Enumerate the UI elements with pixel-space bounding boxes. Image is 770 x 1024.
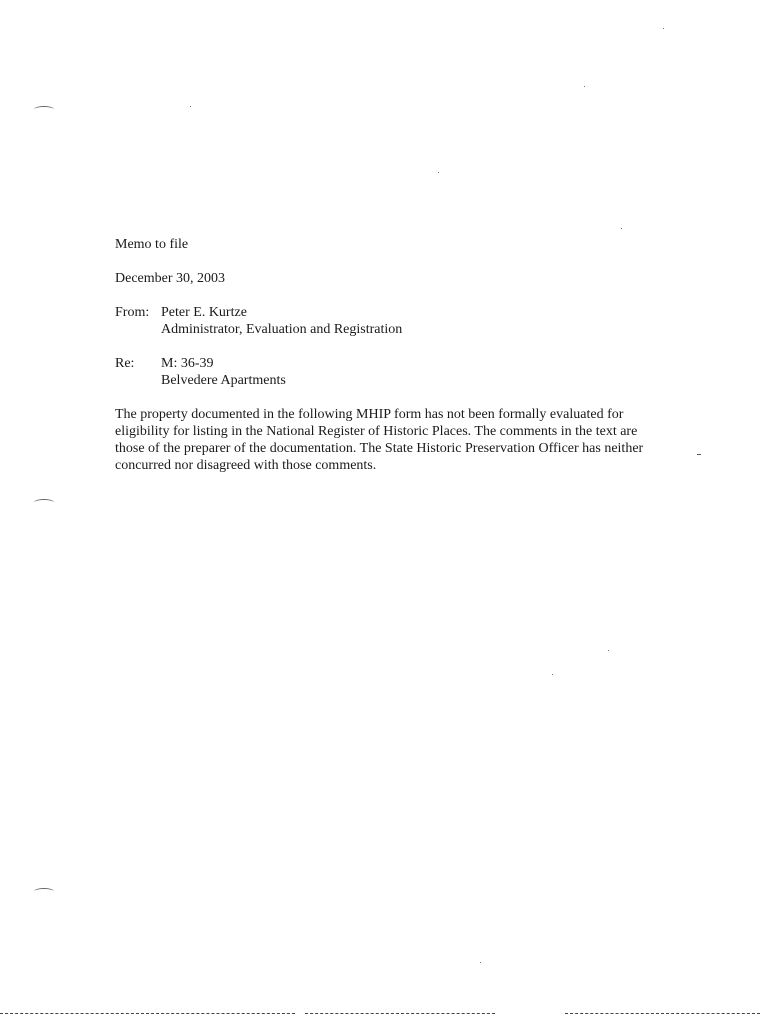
re-id: M: 36-39 <box>161 356 214 371</box>
re-block <box>115 355 695 389</box>
scan-artifact <box>584 86 585 87</box>
memo <box>115 236 695 488</box>
memo-body: The property documented in the following MHIP form has not been formally evaluated for eligibility for listing in the National Register of Historic Places. The comments in the text are those of the preparer of the documentation. The State Historic Preservation Officer has neither concurred nor disagreed with those comments. <box>115 407 644 473</box>
scan-artifact <box>552 674 553 675</box>
scan-artifact <box>663 28 664 29</box>
from-title: Administrator, Evaluation and Registration <box>161 322 403 337</box>
memo-title: Memo to file <box>115 237 189 252</box>
scan-artifact <box>697 454 701 455</box>
scan-artifact <box>608 650 609 651</box>
scan-artifact <box>438 172 439 173</box>
from-name: Peter E. Kurtze <box>161 305 247 320</box>
memo-date: December 30, 2003 <box>115 271 226 286</box>
from-label: From: <box>115 305 150 320</box>
scan-artifact <box>190 106 191 107</box>
scan-artifact <box>34 499 54 506</box>
scan-edge-line <box>305 1013 495 1014</box>
from-block <box>115 304 695 338</box>
re-label: Re: <box>115 356 135 371</box>
scan-edge-line <box>565 1013 760 1014</box>
re-name: Belvedere Apartments <box>161 373 286 388</box>
scan-artifact <box>34 106 54 113</box>
scan-artifact <box>34 888 54 895</box>
scan-artifact <box>621 228 622 229</box>
scan-artifact <box>480 962 481 963</box>
scan-edge-line <box>0 1013 295 1014</box>
